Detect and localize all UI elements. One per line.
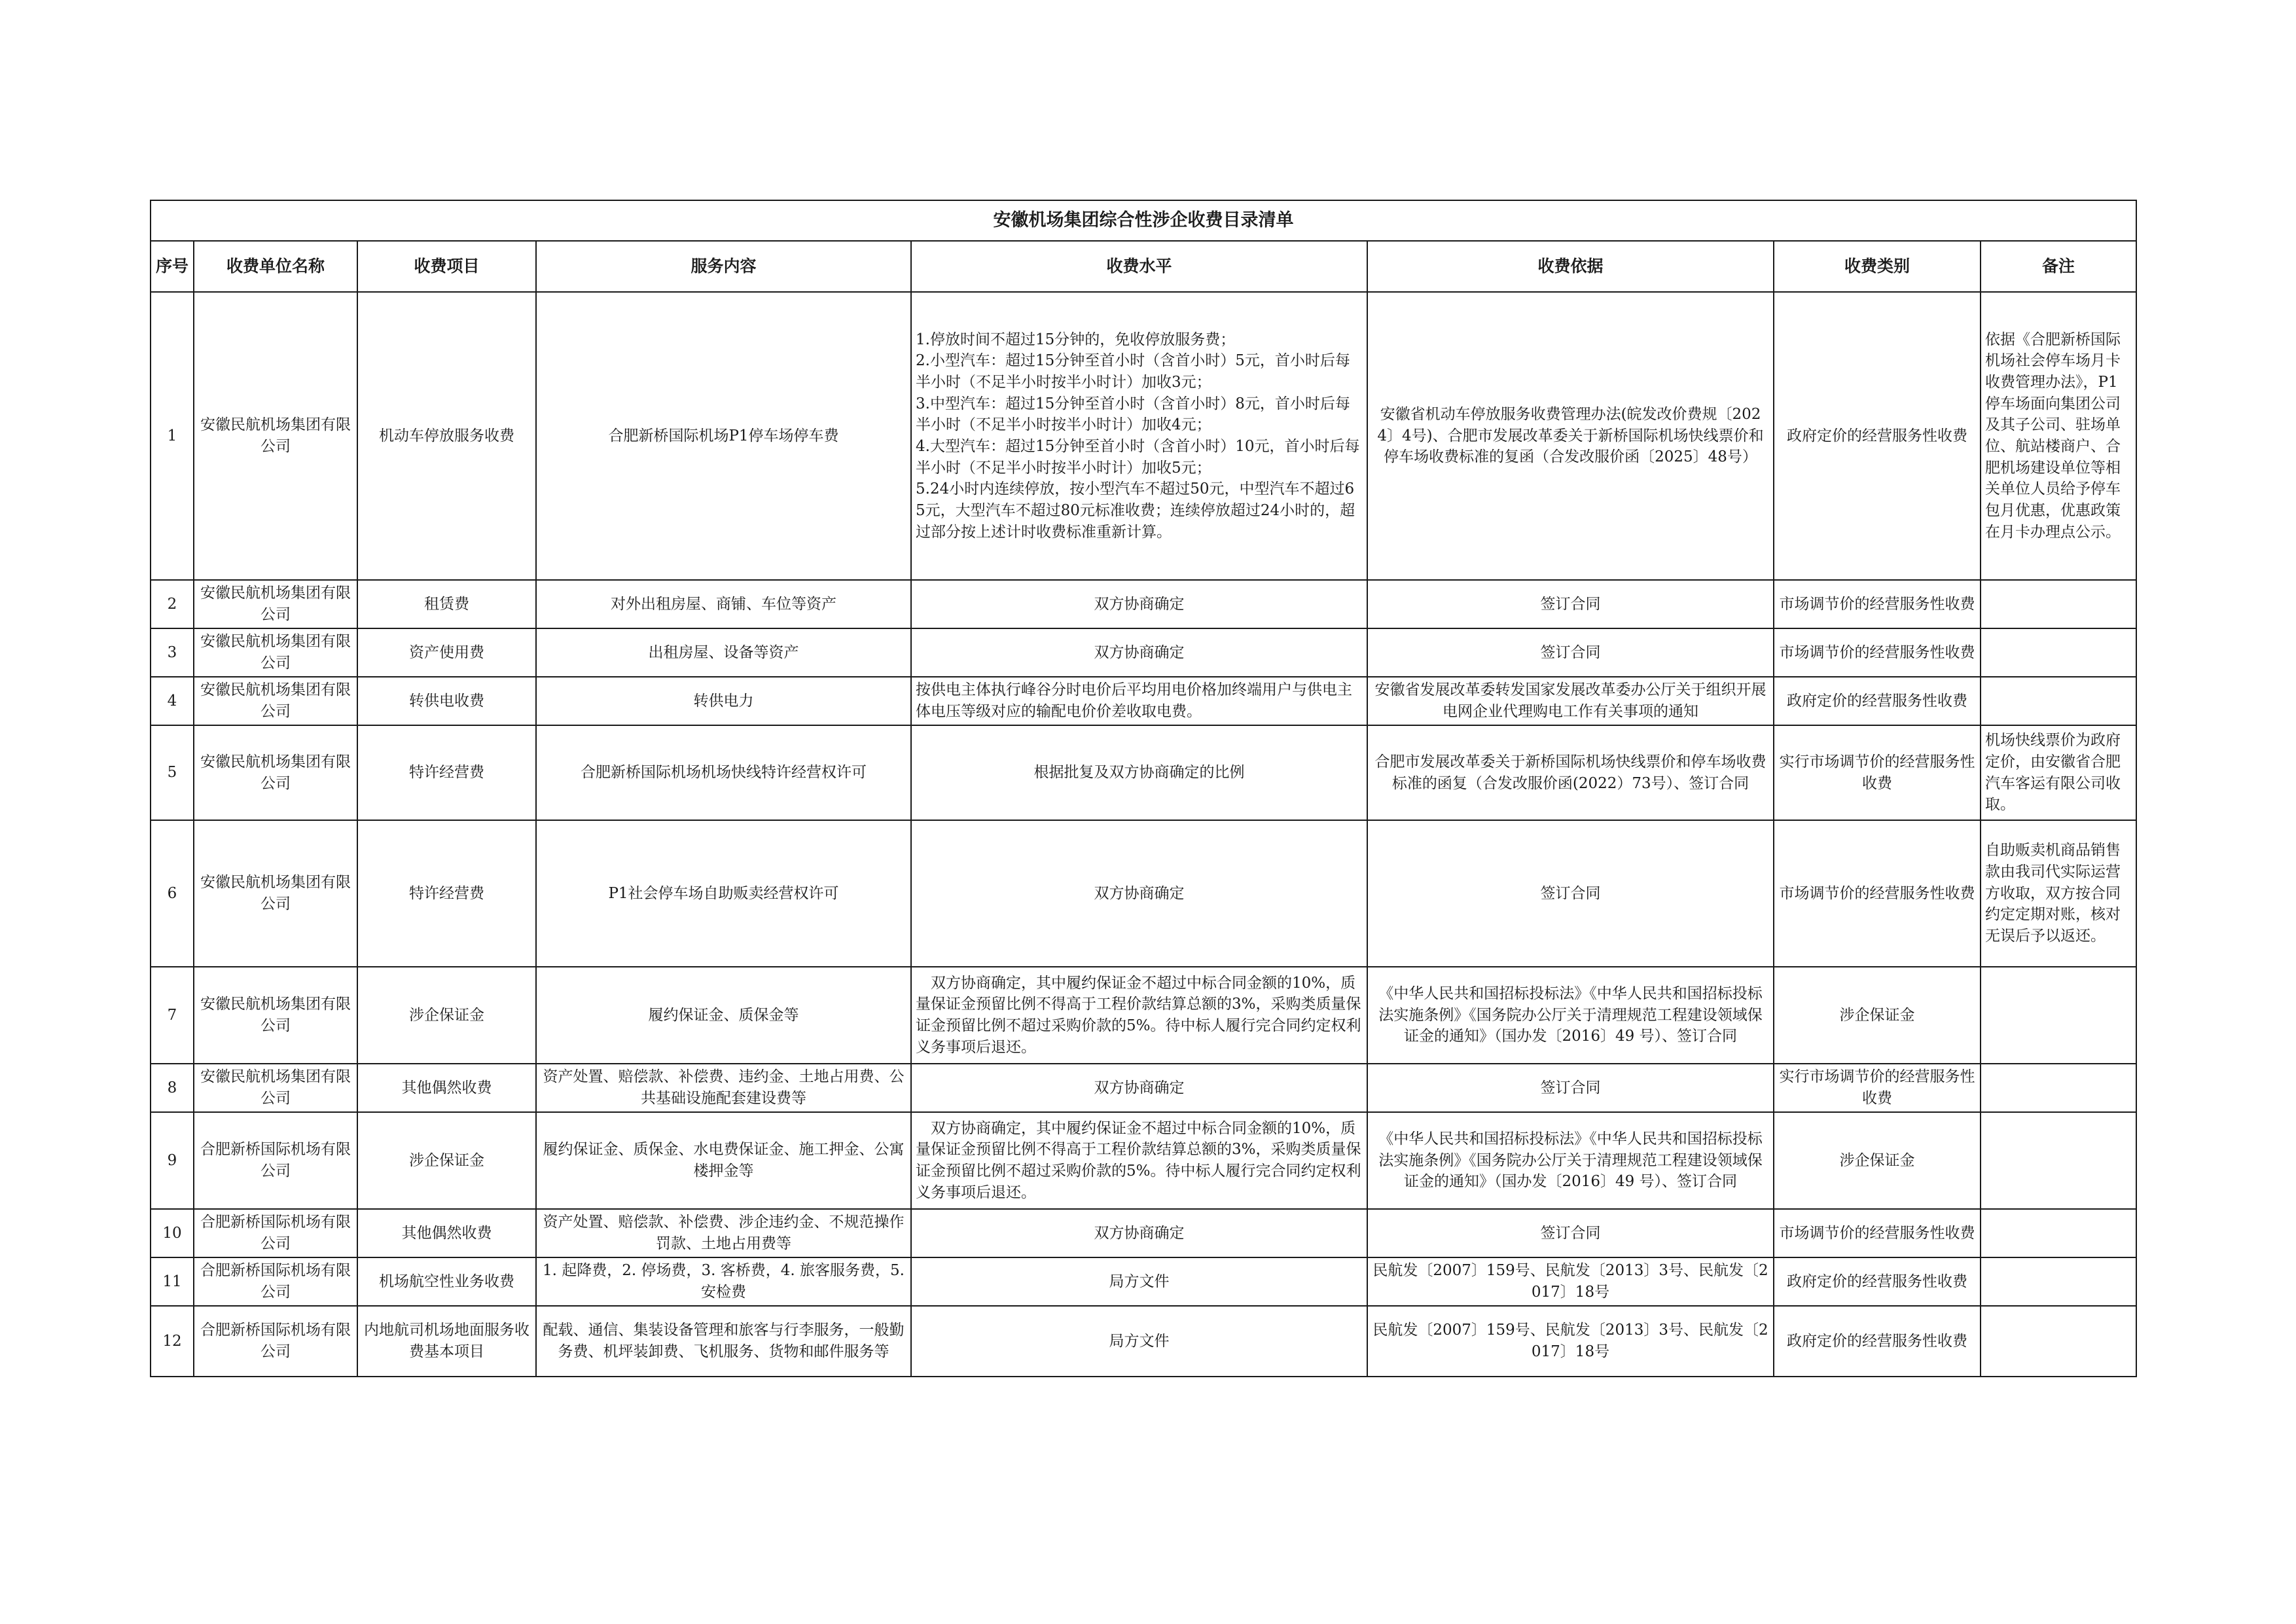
cell-no: 10 — [151, 1209, 194, 1257]
cell-remark — [1981, 1209, 2136, 1257]
cell-content: 履约保证金、质保金等 — [536, 967, 911, 1064]
cell-unit: 安徽民航机场集团有限公司 — [194, 628, 357, 677]
table-row — [151, 580, 2136, 628]
cell-remark: 机场快线票价为政府定价，由安徽省合肥汽车客运有限公司收取。 — [1981, 725, 2136, 820]
cell-level: 双方协商确定 — [911, 1064, 1367, 1112]
cell-item: 机动车停放服务收费 — [357, 292, 536, 580]
table-row — [151, 292, 2136, 580]
cell-unit: 安徽民航机场集团有限公司 — [194, 677, 357, 725]
cell-basis: 安徽省发展改革委转发国家发展改革委办公厅关于组织开展电网企业代理购电工作有关事项的通知 — [1367, 677, 1774, 725]
table-row — [151, 1209, 2136, 1257]
cell-category: 政府定价的经营服务性收费 — [1774, 1306, 1981, 1377]
cell-category: 市场调节价的经营服务性收费 — [1774, 820, 1981, 967]
cell-no: 7 — [151, 967, 194, 1064]
cell-category: 政府定价的经营服务性收费 — [1774, 292, 1981, 580]
cell-no: 5 — [151, 725, 194, 820]
cell-content: 资产处置、赔偿款、补偿费、涉企违约金、不规范操作罚款、土地占用费等 — [536, 1209, 911, 1257]
table-row — [151, 725, 2136, 820]
cell-item: 转供电收费 — [357, 677, 536, 725]
cell-level: 局方文件 — [911, 1257, 1367, 1306]
cell-unit: 安徽民航机场集团有限公司 — [194, 725, 357, 820]
cell-remark — [1981, 580, 2136, 628]
cell-basis: 民航发〔2007〕159号、民航发〔2013〕3号、民航发〔2017〕18号 — [1367, 1257, 1774, 1306]
cell-level: 双方协商确定 — [911, 580, 1367, 628]
cell-unit: 安徽民航机场集团有限公司 — [194, 820, 357, 967]
cell-item: 资产使用费 — [357, 628, 536, 677]
cell-level: 双方协商确定 — [911, 1209, 1367, 1257]
cell-remark — [1981, 1306, 2136, 1377]
cell-level: 局方文件 — [911, 1306, 1367, 1377]
cell-item: 涉企保证金 — [357, 967, 536, 1064]
cell-item: 涉企保证金 — [357, 1112, 536, 1209]
header-remark: 备注 — [1981, 241, 2136, 292]
cell-basis: 签订合同 — [1367, 628, 1774, 677]
cell-category: 涉企保证金 — [1774, 967, 1981, 1064]
header-no: 序号 — [151, 241, 194, 292]
cell-no: 8 — [151, 1064, 194, 1112]
cell-no: 1 — [151, 292, 194, 580]
table-row — [151, 967, 2136, 1064]
cell-level: 根据批复及双方协商确定的比例 — [911, 725, 1367, 820]
table-row — [151, 677, 2136, 725]
table-body — [151, 292, 2136, 1377]
cell-no: 11 — [151, 1257, 194, 1306]
cell-category: 政府定价的经营服务性收费 — [1774, 1257, 1981, 1306]
cell-remark — [1981, 1064, 2136, 1112]
cell-remark — [1981, 677, 2136, 725]
cell-remark: 自助贩卖机商品销售款由我司代实际运营方收取，双方按合同约定定期对账，核对无误后予以返还。 — [1981, 820, 2136, 967]
cell-content: 对外出租房屋、商铺、车位等资产 — [536, 580, 911, 628]
cell-content: 转供电力 — [536, 677, 911, 725]
cell-category: 涉企保证金 — [1774, 1112, 1981, 1209]
cell-item: 机场航空性业务收费 — [357, 1257, 536, 1306]
cell-content: 出租房屋、设备等资产 — [536, 628, 911, 677]
cell-unit: 安徽民航机场集团有限公司 — [194, 580, 357, 628]
cell-unit: 合肥新桥国际机场有限公司 — [194, 1257, 357, 1306]
table-row — [151, 1112, 2136, 1209]
cell-basis: 签订合同 — [1367, 1064, 1774, 1112]
cell-level: 按供电主体执行峰谷分时电价后平均用电价格加终端用户与供电主体电压等级对应的输配电价价差收取电费。 — [911, 677, 1367, 725]
cell-category: 市场调节价的经营服务性收费 — [1774, 628, 1981, 677]
cell-no: 3 — [151, 628, 194, 677]
cell-basis: 合肥市发展改革委关于新桥国际机场快线票价和停车场收费标准的函复（合发改服价函(2022）73号）、签订合同 — [1367, 725, 1774, 820]
cell-basis: 《中华人民共和国招标投标法》《中华人民共和国招标投标法实施条例》《国务院办公厅关于清理规范工程建设领域保证金的通知》（国办发〔2016〕49 号）、签订合同 — [1367, 967, 1774, 1064]
cell-remark — [1981, 1112, 2136, 1209]
cell-item: 特许经营费 — [357, 725, 536, 820]
cell-unit: 合肥新桥国际机场有限公司 — [194, 1112, 357, 1209]
cell-category: 实行市场调节价的经营服务性收费 — [1774, 1064, 1981, 1112]
table-row — [151, 1306, 2136, 1377]
cell-remark — [1981, 1257, 2136, 1306]
cell-content: 1. 起降费，2. 停场费，3. 客桥费，4. 旅客服务费，5. 安检费 — [536, 1257, 911, 1306]
cell-basis: 签订合同 — [1367, 580, 1774, 628]
cell-unit: 合肥新桥国际机场有限公司 — [194, 1306, 357, 1377]
cell-unit: 安徽民航机场集团有限公司 — [194, 1064, 357, 1112]
cell-item: 其他偶然收费 — [357, 1064, 536, 1112]
cell-category: 市场调节价的经营服务性收费 — [1774, 1209, 1981, 1257]
fee-catalog-table — [150, 200, 2137, 1377]
cell-remark — [1981, 628, 2136, 677]
cell-basis: 安徽省机动车停放服务收费管理办法(皖发改价费规〔2024〕4号)、合肥市发展改革委关于新桥国际机场快线票价和停车场收费标准的复函（合发改服价函〔2025〕48号） — [1367, 292, 1774, 580]
cell-no: 6 — [151, 820, 194, 967]
cell-item: 其他偶然收费 — [357, 1209, 536, 1257]
cell-basis: 签订合同 — [1367, 1209, 1774, 1257]
cell-remark — [1981, 967, 2136, 1064]
header-content: 服务内容 — [536, 241, 911, 292]
header-level: 收费水平 — [911, 241, 1367, 292]
cell-no: 12 — [151, 1306, 194, 1377]
cell-no: 9 — [151, 1112, 194, 1209]
cell-level: 双方协商确定，其中履约保证金不超过中标合同金额的10%，质量保证金预留比例不得高于工程价款结算总额的3%，采购类质量保证金预留比例不超过采购价款的5%。待中标人履行完合同约定权利义务事项后退还。 — [911, 967, 1367, 1064]
cell-item: 租赁费 — [357, 580, 536, 628]
cell-content: 履约保证金、质保金、水电费保证金、施工押金、公寓楼押金等 — [536, 1112, 911, 1209]
table-title: 安徽机场集团综合性涉企收费目录清单 — [151, 200, 2136, 241]
header-item: 收费项目 — [357, 241, 536, 292]
cell-basis: 民航发〔2007〕159号、民航发〔2013〕3号、民航发〔2017〕18号 — [1367, 1306, 1774, 1377]
cell-level: 1.停放时间不超过15分钟的，免收停放服务费； 2.小型汽车：超过15分钟至首小时（含首小时）5元，首小时后每半小时（不足半小时按半小时计）加收3元； 3.中型汽车：超过15分钟至首小时（含首小时）8元，首小时后每半小时（不足半小时按半小时计）加收4元； 4.大型汽车：超过15分钟至首小时（含首小时）10元，首小时后每半小时（不足半小时按半小时计）加收5元； 5.24小时内连续停放，按小型汽车不超过50元，中型汽车不超过65元，大型汽车不超过80元标准收费；连续停放超过24小时的，超过部分按上述计时收费标准重新计算。 — [911, 292, 1367, 580]
cell-content: 配载、通信、集装设备管理和旅客与行李服务，一般勤务费、机坪装卸费、飞机服务、货物和邮件服务等 — [536, 1306, 911, 1377]
cell-level: 双方协商确定 — [911, 820, 1367, 967]
cell-remark: 依据《合肥新桥国际机场社会停车场月卡收费管理办法》，P1停车场面向集团公司及其子公司、驻场单位、航站楼商户、合肥机场建设单位等相关单位人员给予停车包月优惠，优惠政策在月卡办理点公示。 — [1981, 292, 2136, 580]
table-row — [151, 1257, 2136, 1306]
table-row — [151, 1064, 2136, 1112]
cell-unit: 安徽民航机场集团有限公司 — [194, 292, 357, 580]
cell-content: 合肥新桥国际机场P1停车场停车费 — [536, 292, 911, 580]
table-row — [151, 820, 2136, 967]
cell-no: 4 — [151, 677, 194, 725]
cell-item: 特许经营费 — [357, 820, 536, 967]
header-category: 收费类别 — [1774, 241, 1981, 292]
header-basis: 收费依据 — [1367, 241, 1774, 292]
cell-level: 双方协商确定 — [911, 628, 1367, 677]
header-unit: 收费单位名称 — [194, 241, 357, 292]
cell-basis: 《中华人民共和国招标投标法》《中华人民共和国招标投标法实施条例》《国务院办公厅关于清理规范工程建设领域保证金的通知》（国办发〔2016〕49 号）、签订合同 — [1367, 1112, 1774, 1209]
cell-no: 2 — [151, 580, 194, 628]
cell-content: 资产处置、赔偿款、补偿费、违约金、土地占用费、公共基础设施配套建设费等 — [536, 1064, 911, 1112]
cell-unit: 安徽民航机场集团有限公司 — [194, 967, 357, 1064]
cell-level: 双方协商确定，其中履约保证金不超过中标合同金额的10%，质量保证金预留比例不得高于工程价款结算总额的3%，采购类质量保证金预留比例不超过采购价款的5%。待中标人履行完合同约定权利义务事项后退还。 — [911, 1112, 1367, 1209]
cell-item: 内地航司机场地面服务收费基本项目 — [357, 1306, 536, 1377]
cell-category: 政府定价的经营服务性收费 — [1774, 677, 1981, 725]
cell-content: P1社会停车场自助贩卖经营权许可 — [536, 820, 911, 967]
cell-unit: 合肥新桥国际机场有限公司 — [194, 1209, 357, 1257]
table-row — [151, 628, 2136, 677]
cell-content: 合肥新桥国际机场机场快线特许经营权许可 — [536, 725, 911, 820]
cell-category: 实行市场调节价的经营服务性收费 — [1774, 725, 1981, 820]
cell-basis: 签订合同 — [1367, 820, 1774, 967]
cell-category: 市场调节价的经营服务性收费 — [1774, 580, 1981, 628]
